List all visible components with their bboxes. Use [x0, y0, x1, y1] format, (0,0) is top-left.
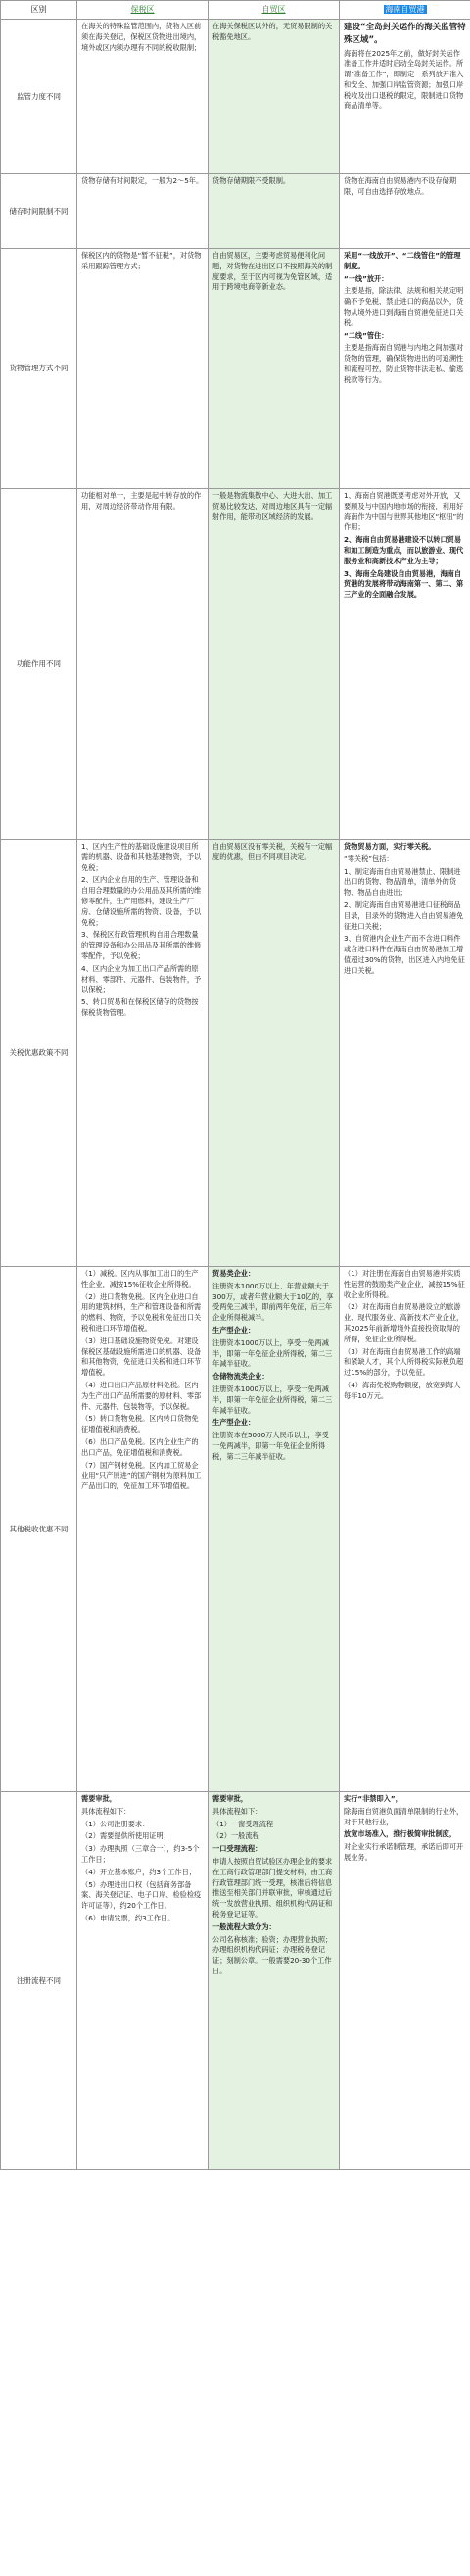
cell-paragraph: 1、海南自贸港既要考虑对外开放，又要顾及与中国内地市场的衔接，利用好海南作为中国与世界其他地区“枢纽”的作用； — [344, 491, 464, 532]
cell-hainan-ftp — [340, 20, 470, 174]
header-col-bonded-zone: 保税区 — [77, 1, 209, 20]
cell-paragraph: 货物存储有时间限定，一般为2～5年。 — [81, 176, 204, 185]
cell-hainan-ftp — [340, 1267, 470, 1792]
cell-hainan-ftp — [340, 174, 470, 249]
cell-paragraph: 功能相对单一，主要是起中转存放的作用，对周边经济带动作用有限。 — [81, 491, 202, 510]
cell-paragraph: 3、海南全岛建设自由贸易港，海南自贸港的发展将带动海南第一、第二、第三产业的全面融合发展。 — [344, 568, 464, 600]
row-category: 其他税收优惠不同 — [1, 1267, 77, 1792]
cell-free-trade-zone — [209, 840, 340, 1267]
cell-paragraph: 需要审批， — [81, 1794, 117, 1803]
cell-paragraph: 具体流程如下： — [212, 1806, 262, 1816]
cell-bonded-zone — [77, 489, 209, 840]
cell-paragraph: （1）对注册在海南自由贸易港并实质性运营的鼓励类产业企业，减按15%征收企业所得税。 — [344, 1269, 465, 1299]
cell-paragraph: 自由贸易区，主要考虑贸易便利化问题，对货物在进出区口不按照海关的制度要求，至于区内可视为免管区域，适用于跨境电商等新业态。 — [212, 251, 333, 292]
cell-paragraph: 注册资本1000万以上，享受一免两减半，即第一年免征企业所得税，第二三年减半征收。 — [212, 1384, 333, 1415]
cell-paragraph: 注册资本1000万以上、年营业额大于300万，或者年营业额大于10亿的，享受两免三减半，即前两年免征，后三年企业所得税减半。 — [212, 1281, 334, 1323]
cell-paragraph: 一般是物流集散中心、大进大出、加工贸易比较发达，对周边地区具有一定辐射作用，能带动区域经济的发展。 — [212, 491, 333, 521]
row-category: 关税优惠政策不同 — [1, 840, 77, 1267]
cell-paragraph: （7）国产钢材免税。区内加工贸易企业用“只产原进”的国产钢材为原料加工产品出口的，免征加工环节增值税。 — [81, 1460, 202, 1491]
cell-paragraph: 放宽市场准入，推行极简审批制度， — [344, 1829, 457, 1839]
cell-paragraph: 货物贸易方面，实行零关税。 — [344, 842, 436, 851]
table-row — [1, 489, 470, 840]
cell-bonded-zone — [77, 840, 209, 1267]
cell-bonded-zone — [77, 249, 209, 489]
cell-paragraph: 采用“一线放开”、“二线管住”的管理制度。 — [344, 251, 461, 270]
cell-paragraph: （3）进口基础设施物资免税。对建设保税区基础设施所需进口的机器、设备和其他物资，免征进口关税和进口环节增值税。 — [81, 1336, 202, 1378]
cell-paragraph: 对企业实行承诺制管理，承诺后即可开展业务。 — [344, 1842, 464, 1862]
cell-free-trade-zone — [209, 489, 340, 840]
cell-paragraph: 自由贸易区没有零关税，关税有一定幅度的优惠，但由不同项目决定。 — [212, 842, 333, 861]
cell-paragraph: 生产型企业： — [212, 1418, 256, 1428]
cell-paragraph: （1）一窗受理流程 — [212, 1819, 274, 1828]
cell-paragraph: （2）进口货物免税。区内企业进口自用的建筑材料，生产和管理设备和所需的燃料、物资，予以免税和免征出口关税和进口环节增值税。 — [81, 1291, 202, 1333]
cell-paragraph: 注册资本在5000万人民币以上，享受一免两减半，即第一年免征企业所得税，第二三年减半征收。 — [212, 1431, 329, 1461]
table-row — [1, 174, 470, 249]
table-row — [1, 20, 470, 174]
cell-paragraph: 公司名称核准；验资；办理营业执照；办理组织机构代码证；办理税务登记证；刻制公章。一般需要20-30个工作日。 — [212, 1934, 333, 1975]
cell-paragraph: 在海关保税区以外的，无贸易限制的关税豁免地区。 — [212, 22, 333, 41]
row-category: 监管力度不同 — [1, 20, 77, 174]
cell-paragraph: （2）一般流程 — [212, 1831, 259, 1841]
cell-paragraph: 2、海南自由贸易港建设不以转口贸易和加工制造为重点，而以旅游业、现代服务业和高新技术产业为主导； — [344, 535, 464, 565]
cell-bonded-zone — [77, 1792, 209, 2170]
cell-paragraph: 在海关的特殊监管范围内，货物入区前须在海关登记，保税区货物进出境内，境外或区内须办理有不同的税收限制； — [81, 22, 202, 52]
cell-paragraph: “零关税”包括： — [344, 853, 394, 863]
cell-paragraph: “二线”管住： — [344, 330, 389, 340]
cell-paragraph: 主要是指，除法律、法规和相关规定明确不予免税、禁止进口的商品以外，货物从境外进口到海南自贸港免征进口关税。 — [344, 286, 464, 327]
cell-paragraph: （3）办理执照（三章合一），约3-5个工作日； — [81, 1844, 200, 1864]
cell-bonded-zone — [77, 20, 209, 174]
cell-paragraph: 1、区内生产性的基础设施建设项目所需的机器、设备和其他基建物资，予以免税； — [81, 842, 202, 872]
header-col-free-trade-zone: 自贸区 — [209, 1, 340, 20]
table-row — [1, 249, 470, 489]
cell-paragraph: 实行“非禁即入”， — [344, 1794, 402, 1803]
cell-paragraph: 3、自贸港内企业生产而不含进口料件或含进口料件在海南自由贸易港加工增值超过30%的货物，出区进入内地免征进口关税。 — [344, 934, 465, 975]
cell-hainan-ftp — [340, 489, 470, 840]
cell-paragraph: 主要是指海南自贸港与内地之间加强对货物的管理，确保货物进出的可追溯性和流程可控，防止货物非法走私、偷逃税款等行为。 — [344, 343, 464, 384]
cell-paragraph: 具体流程如下： — [81, 1806, 131, 1816]
cell-paragraph: 海南将在2025年之前，做好封关运作准备工作并适时启动全岛封关运作。所谓“准备工作”，即制定一系列放开准入和安全、加强口岸监管资源；加强口岸税收及出口退税的限定，限制进口货物商品清单等。 — [344, 48, 464, 111]
cell-paragraph: （6）申请发票，约3工作日。 — [81, 1913, 175, 1922]
cell-bonded-zone — [77, 1267, 209, 1792]
cell-free-trade-zone — [209, 20, 340, 174]
cell-paragraph: 保税区内的货物是“暂不征税”，对货物采用跟踪管理方式； — [81, 251, 202, 270]
header-col-difference: 区别 — [1, 1, 77, 20]
cell-paragraph: “一线”放开： — [344, 273, 389, 283]
cell-paragraph: （2）需要提供所使用证明； — [81, 1831, 170, 1841]
cell-paragraph: 货物在海南自由贸易港内不设存储期限，可自由选择存放地点。 — [344, 176, 457, 196]
cell-paragraph: 2、制定海南自由贸易港进口征税商品目录，目录外的货物进入自由贸易港免征进口关税； — [344, 899, 464, 931]
cell-paragraph: 一般流程大致分为： — [212, 1921, 276, 1931]
table-body — [1, 20, 470, 2170]
cell-paragraph: 4、区内企业为加工出口产品所需的原材料、零部件、元器件、包装物件，予以保税； — [81, 963, 202, 995]
cell-hainan-ftp — [340, 1792, 470, 2170]
cell-paragraph: （4）进口出口产品原材料免税。区内为生产出口产品所需要的原材料、零部件、元器件、包装物等，予以保税。 — [81, 1380, 202, 1411]
table-row — [1, 840, 470, 1267]
cell-paragraph: 申请人按照自贸试验区办理企业的要求在工商行政管理部门提交材料，由工商行政管理部门统一受理，核准后将信息推送至相关部门并联审批，审核通过后统一发放营业执照、组织机构代码证和税务登记证等。 — [212, 1856, 333, 1919]
cell-free-trade-zone — [209, 1792, 340, 2170]
cell-paragraph: 一口受理流程： — [212, 1844, 262, 1854]
cell-paragraph: （3）对在海南自由贸易港工作的高端和紧缺人才，其个人所得税实际税负超过15%的部分，予以免征。 — [344, 1346, 464, 1378]
cell-paragraph: （5）办理进出口权（包括商务部备案、海关登记证、电子口岸、检验检疫许可证等），约20个工作日。 — [81, 1879, 202, 1911]
cell-paragraph: 贸易类企业： — [212, 1269, 256, 1278]
cell-hainan-ftp — [340, 249, 470, 489]
cell-hainan-ftp — [340, 840, 470, 1267]
cell-paragraph: （4）开立基本账户，约3个工作日； — [81, 1867, 196, 1876]
cell-free-trade-zone — [209, 174, 340, 249]
cell-paragraph: （1）减税。区内从事加工出口的生产性企业，减按15%征收企业所得税。 — [81, 1269, 199, 1288]
cell-paragraph: 仓储物流类企业： — [212, 1372, 269, 1382]
cell-free-trade-zone — [209, 1267, 340, 1792]
header-col-hainan-ftp — [340, 1, 470, 20]
cell-paragraph: （2）对在海南自由贸易港设立的旅游业、现代服务业、高新技术产业企业，其2025年前新增境外直接投资取得的所得，免征企业所得税。 — [344, 1302, 464, 1343]
cell-paragraph: 3、保税区行政管理机构自用合理数量的管理设备和办公用品及其所需的维修零配件，予以免税； — [81, 930, 202, 960]
cell-paragraph: 货物存储期限不受限制。 — [212, 176, 291, 185]
cell-paragraph: 建设“全岛封关运作的海关监管特殊区域”。 — [344, 23, 466, 45]
cell-paragraph: 除海南自贸港负面清单限制的行业外，对于其他行业， — [344, 1806, 464, 1826]
cell-paragraph: （1）公司注册要求： — [81, 1819, 150, 1828]
cell-bonded-zone — [77, 174, 209, 249]
table-header — [1, 1, 470, 20]
cell-paragraph: （6）出口产品免税。区内企业生产的出口产品，免征增值税和消费税。 — [81, 1436, 199, 1457]
row-category: 功能作用不同 — [1, 489, 77, 840]
cell-paragraph: 注册资本1000万以上，享受一免两减半，即第一年免征企业所得税，第二三年减半征收。 — [212, 1337, 333, 1369]
cell-paragraph: 2、区内企业自用的生产、管理设备和自用合理数量的办公用品及其所需的维修零配件，生产用燃料，建设生产厂房、仓储设施所需的物资、设备，予以免税； — [81, 875, 202, 927]
cell-free-trade-zone — [209, 249, 340, 489]
cell-paragraph: 需要审批， — [212, 1794, 248, 1803]
cell-paragraph: 5、转口贸易和在保税区储存的货物按保税货物管理。 — [81, 997, 199, 1017]
cell-paragraph: （4）海南免税购物额度，放宽到每人每年10万元。 — [344, 1380, 461, 1400]
cell-paragraph: 生产型企业： — [212, 1325, 256, 1335]
cell-paragraph: （5）转口货物免税。区内转口货物免征增值税和消费税。 — [81, 1414, 199, 1434]
table-row — [1, 1267, 470, 1792]
row-category: 注册流程不同 — [1, 1792, 77, 2170]
header-col-hainan-ftp-label: 海南自贸港 — [385, 5, 425, 14]
cell-paragraph: 1、制定海南自由贸易港禁止、限制进出口的货物、物品清单，清单外的货物、物品自由进出； — [344, 866, 461, 898]
row-category: 储存时间限制不同 — [1, 174, 77, 249]
row-category: 货物管理方式不同 — [1, 249, 77, 489]
table-row — [1, 1792, 470, 2170]
